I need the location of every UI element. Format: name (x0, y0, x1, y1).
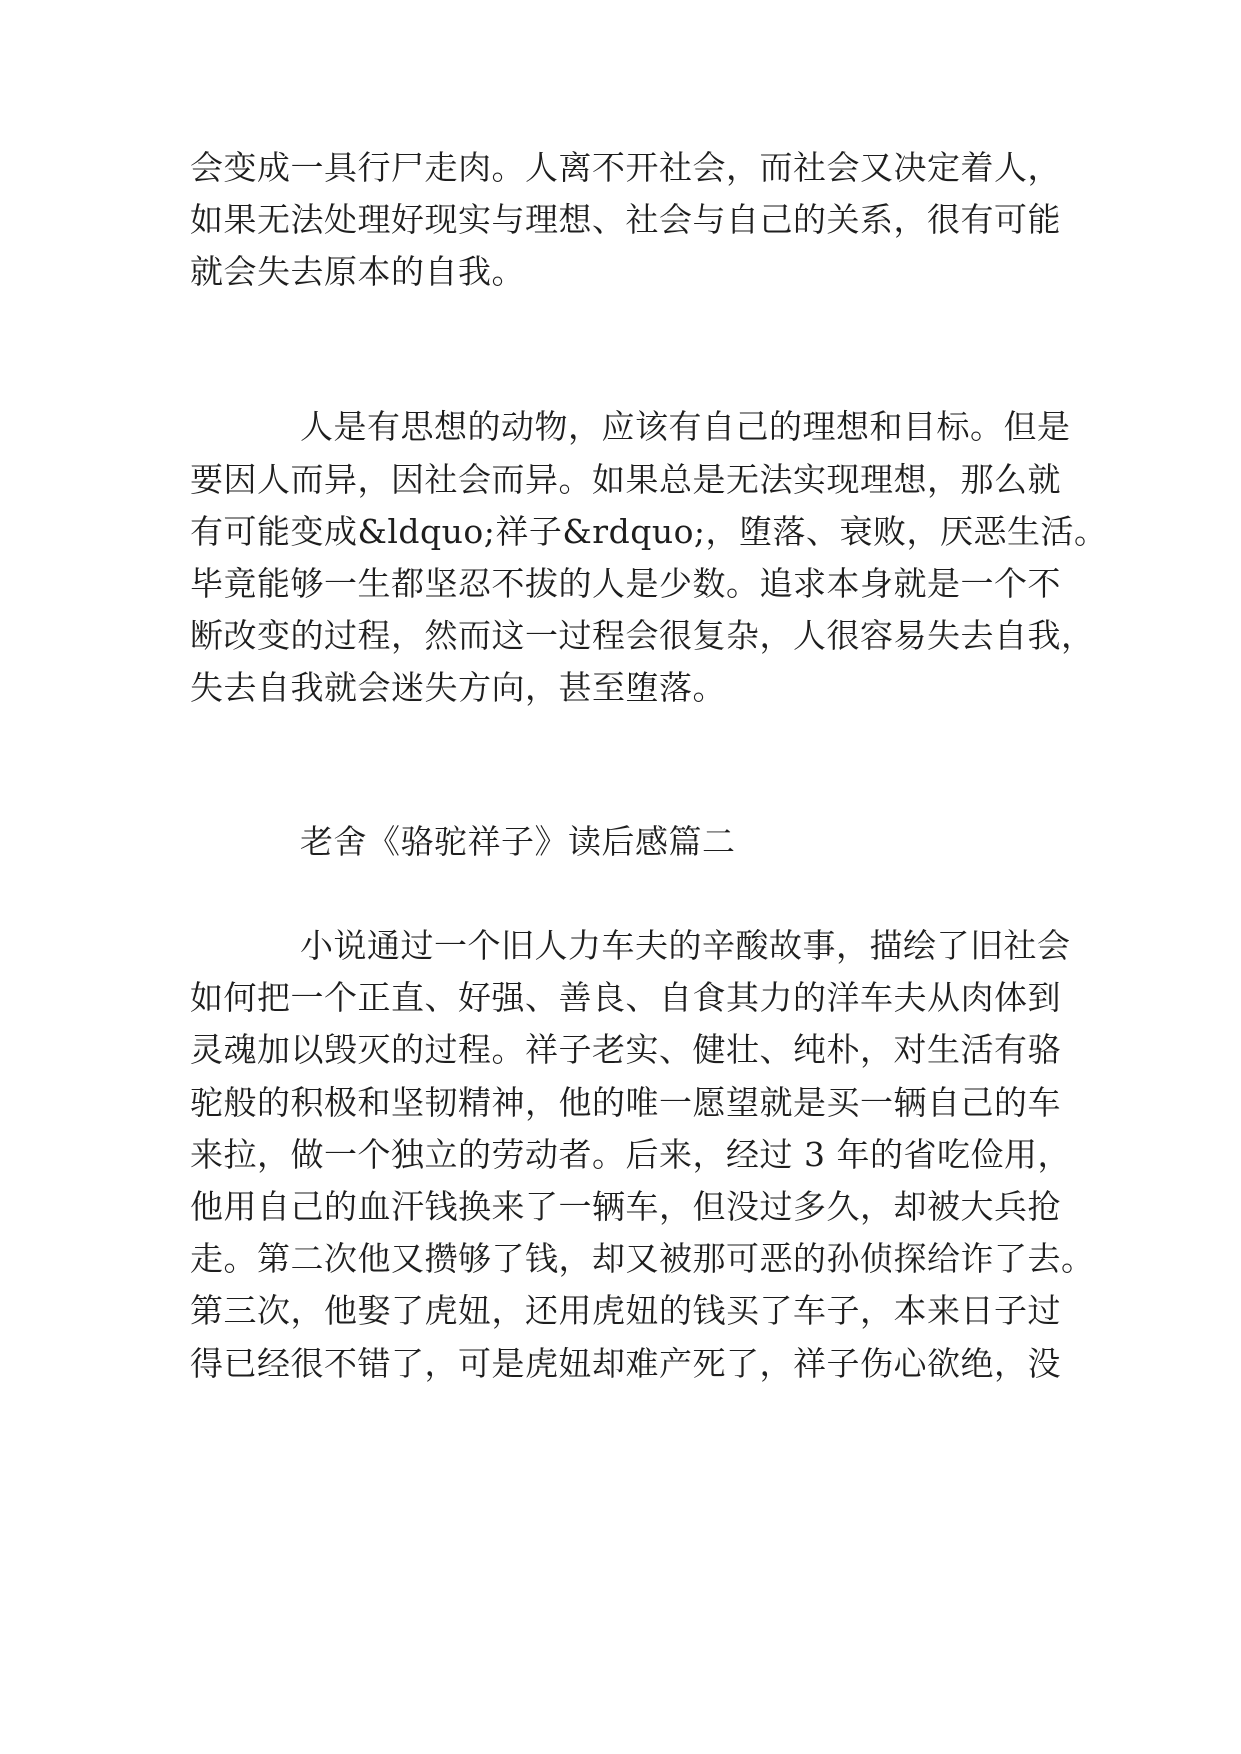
section-title: 老舍《骆驼祥子》读后感篇二 (300, 822, 736, 861)
paragraph-3-line-3: 灵魂加以毁灭的过程。祥子老实、健壮、纯朴，对生活有骆 (190, 1030, 1061, 1069)
paragraph-3-line-1: 小说通过一个旧人力车夫的辛酸故事，描绘了旧社会 (300, 926, 1071, 965)
paragraph-3-line-2: 如何把一个正直、好强、善良、自食其力的洋车夫从肉体到 (190, 978, 1061, 1017)
paragraph-1-line-3: 就会失去原本的自我。 (190, 252, 525, 291)
paragraph-3-line-6: 他用自己的血汗钱换来了一辆车，但没过多久，却被大兵抢 (190, 1187, 1061, 1226)
paragraph-3-line-7: 走。第二次他又攒够了钱，却又被那可恶的孙侦探给诈了去。 (190, 1239, 1095, 1278)
paragraph-2-line-6: 失去自我就会迷失方向，甚至堕落。 (190, 668, 726, 707)
paragraph-2-line-2: 要因人而异，因社会而异。如果总是无法实现理想，那么就 (190, 460, 1061, 499)
paragraph-3-line-8: 第三次，他娶了虎妞，还用虎妞的钱买了车子，本来日子过 (190, 1291, 1061, 1330)
paragraph-2-line-5: 断改变的过程，然而这一过程会很复杂，人很容易失去自我， (190, 616, 1095, 655)
paragraph-2-line-3: 有可能变成&ldquo;祥子&rdquo;，堕落、衰败，厌恶生活。 (190, 512, 1108, 551)
paragraph-3-line-9: 得已经很不错了，可是虎妞却难产死了，祥子伤心欲绝，没 (190, 1344, 1061, 1383)
paragraph-1-line-1: 会变成一具行尸走肉。人离不开社会，而社会又决定着人， (190, 148, 1061, 187)
paragraph-3-line-5: 来拉，做一个独立的劳动者。后来，经过 3 年的省吃俭用， (190, 1135, 1071, 1174)
paragraph-2-line-1: 人是有思想的动物，应该有自己的理想和目标。但是 (300, 407, 1071, 446)
paragraph-2-line-4: 毕竟能够一生都坚忍不拔的人是少数。追求本身就是一个不 (190, 564, 1061, 603)
paragraph-3-line-4: 驼般的积极和坚韧精神，他的唯一愿望就是买一辆自己的车 (190, 1083, 1061, 1122)
paragraph-1-line-2: 如果无法处理好现实与理想、社会与自己的关系，很有可能 (190, 200, 1061, 239)
